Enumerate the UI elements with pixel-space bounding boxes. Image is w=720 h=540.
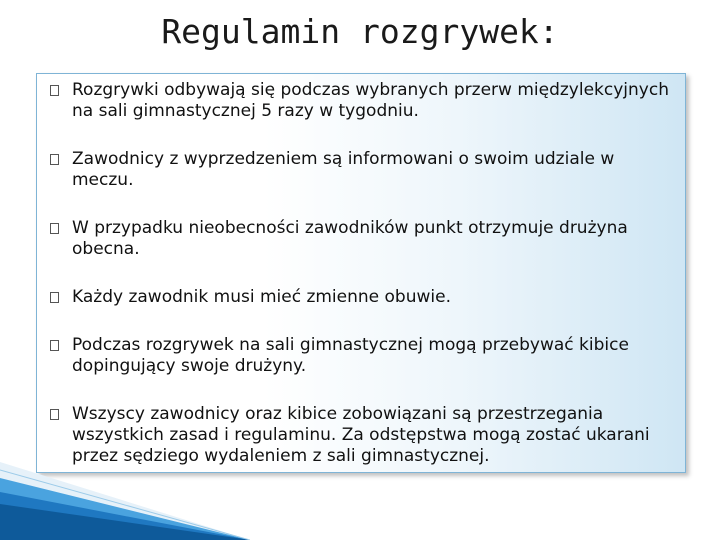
square-bullet-icon [50,223,59,234]
bullet-item [50,80,680,122]
square-bullet-icon [50,340,59,351]
bullet-text: Podczas rozgrywek na sali gimnastycznej mogą przebywać kibice dopingujący swoje drużyny. [72,335,629,376]
bullet-text: Każdy zawodnik musi mieć zmienne obuwie. [72,287,451,307]
bullet-text: Wszyscy zawodnicy oraz kibice zobowiązani są przestrzegania wszystkich zasad i regulaminu. Za odstępstwa mogą zostać ukarani przez sędziego wydaleniem z sali gimnastycznej. [72,404,650,466]
slide-title: Regulamin rozgrywek: [161,12,559,51]
square-bullet-icon [50,409,59,420]
square-bullet-icon [50,154,59,165]
bullet-item [50,335,680,377]
bullet-item [50,218,680,260]
bullet-text: Zawodnicy z wyprzedzeniem są informowani o swoim udziale w meczu. [72,149,615,190]
square-bullet-icon [50,292,59,303]
bullet-text: Rozgrywki odbywają się podczas wybranych przerw międzylekcyjnych na sali gimnastycznej 5 razy w tygodniu. [72,80,669,121]
bullet-item [50,287,680,308]
bullet-item [50,149,680,191]
square-bullet-icon [50,85,59,96]
bullet-list [50,80,680,467]
bullet-text: W przypadku nieobecności zawodników punkt otrzymuje drużyna obecna. [72,218,628,259]
corner-decoration [0,440,250,540]
